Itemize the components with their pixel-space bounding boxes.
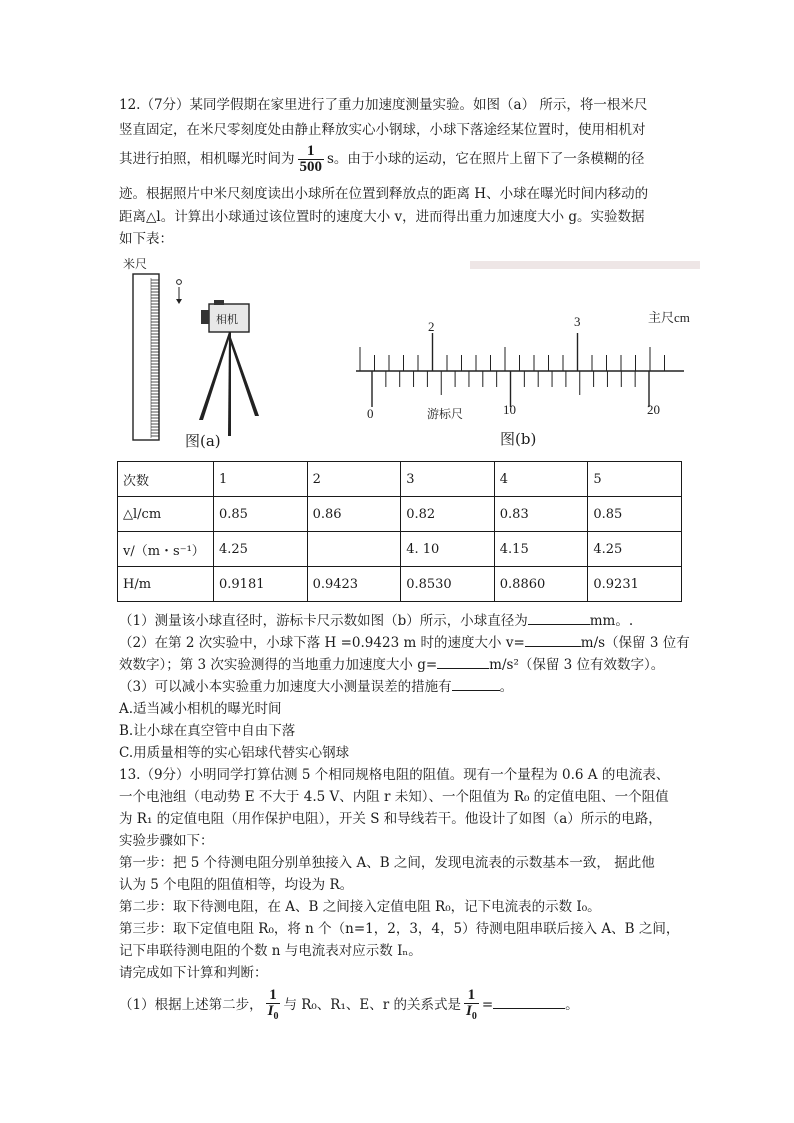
q13-part-1 — [119, 984, 689, 1026]
q13-line-1: 13.（9分）小明同学打算估测 5 个相同规格电阻的阻值。现有一个量程为 0.6 A 的电流表、 — [119, 767, 670, 783]
q12-part-3-text: （3）可以减小本实验重力加速度大小测量误差的措施有 — [119, 679, 452, 695]
table-cell — [307, 532, 401, 567]
table-header-cell: 4 — [494, 462, 588, 497]
fraction-symbol: I — [267, 1002, 274, 1019]
q13-step-1a: 第一步：把 5 个待测电阻分别单独接入 A、B 之间，发现电流表的示数基本一致， 据此他 — [119, 855, 655, 871]
bleed-through-text — [470, 258, 700, 272]
vernier-tick-label-0: 0 — [367, 406, 374, 421]
data-table — [117, 461, 682, 602]
option-a: A.适当减小相机的曝光时间 — [119, 701, 282, 717]
table-row — [118, 497, 682, 532]
table-header-row — [118, 462, 682, 497]
table-cell: 0.85 — [588, 497, 682, 532]
figure-b — [350, 310, 690, 430]
table-row — [118, 532, 682, 567]
q12-line-1: 12.（7分）某同学假期在家里进行了重力加速度测量实验。如图（a） 所示，将一根米尺 — [119, 97, 648, 113]
q12-part-2a-text: （2）在第 2 次实验中，小球下落 H =0.9423 m 时的速度大小 v= — [119, 635, 525, 651]
figure-b-caption: 图(b) — [500, 430, 537, 448]
table-cell: 0.8860 — [494, 567, 588, 602]
table-cell: 4. 10 — [401, 532, 495, 567]
equals-sign: = — [481, 997, 494, 1013]
q13-step-3a: 第三步：取下定值电阻 R₀，将 n 个（n=1，2，3，4，5）待测电阻串联后接入 A、B 之间， — [119, 921, 680, 937]
fraction-subscript: 0 — [273, 1010, 279, 1022]
q12-line-3-pre: 其进行拍照，相机曝光时间为 — [119, 151, 295, 167]
fraction-denominator — [464, 1004, 479, 1024]
q12-part-1-unit: mm。. — [589, 613, 634, 629]
inverse-current-fraction — [266, 988, 281, 1024]
option-b: B.让小球在真空管中自由下落 — [119, 723, 296, 739]
q13-part-1-mid: 与 R₀、R₁、E、r 的关系式是 — [283, 997, 461, 1013]
answer-blank[interactable] — [452, 676, 500, 691]
table-cell: 0.85 — [214, 497, 308, 532]
q12-line-3-post: s。由于小球的运动，它在照片上留下了一条模糊的径 — [327, 151, 645, 167]
vernier-tick-label-10: 10 — [503, 402, 516, 417]
fraction-symbol: I — [465, 1002, 472, 1019]
answer-blank[interactable] — [493, 994, 565, 1009]
fraction-denominator — [266, 1004, 281, 1024]
table-cell: 0.8530 — [401, 567, 495, 602]
table-header-cell: 2 — [307, 462, 401, 497]
table-header-cell: 5 — [588, 462, 682, 497]
vernier-label: 游标尺 — [427, 407, 464, 421]
table-cell: 4.25 — [588, 532, 682, 567]
ruler-label: 米尺 — [123, 257, 148, 271]
inverse-current-fraction — [464, 988, 479, 1024]
q12-line-5: 距离△l。计算出小球通过该位置时的速度大小 v，进而得出重力加速度大小 g。实验数据 — [119, 209, 645, 225]
camera-label: 相机 — [216, 314, 238, 326]
fraction-numerator: 1 — [464, 988, 479, 1004]
q13-line-4: 实验步骤如下： — [119, 833, 214, 849]
q12-line-3 — [119, 141, 689, 177]
table-cell: 0.82 — [401, 497, 495, 532]
q13-step-2: 第二步：取下待测电阻，在 A、B 之间接入定值电阻 R₀，记下电流表的示数 I₀。 — [119, 899, 601, 915]
figure-a-caption: 图(a) — [185, 432, 221, 450]
table-cell: 0.9231 — [588, 567, 682, 602]
fraction-subscript: 0 — [471, 1010, 477, 1022]
q13-step-3b: 记下串联待测电阻的个数 n 与电流表对应示数 Iₙ。 — [119, 943, 422, 959]
q12-part-2a-unit: m/s（保留 3 位有 — [580, 635, 690, 651]
q12-part-1 — [119, 610, 689, 632]
table-cell: △l/cm — [118, 497, 214, 532]
table-cell: 4.25 — [214, 532, 308, 567]
answer-blank[interactable] — [437, 654, 489, 669]
figure-a — [117, 252, 287, 452]
q12-line-2: 竖直固定，在米尺零刻度处由静止释放实心小钢球，小球下落途经某位置时，使用相机对 — [119, 122, 646, 138]
table-cell: 0.9423 — [307, 567, 401, 602]
q12-line-6: 如下表： — [119, 231, 173, 247]
table-header-cell: 3 — [401, 462, 495, 497]
table-row — [118, 567, 682, 602]
main-scale-ticks — [360, 333, 665, 371]
table-cell: 0.83 — [494, 497, 588, 532]
table-cell: 0.9181 — [214, 567, 308, 602]
answer-blank[interactable] — [525, 632, 581, 647]
q12-part-2b-text: 效数字）；第 3 次实验测得的当地重力加速度大小 g= — [119, 657, 438, 673]
exposure-denominator: 500 — [299, 159, 322, 175]
exposure-numerator: 1 — [298, 144, 325, 160]
answer-blank[interactable] — [528, 610, 590, 625]
q12-part-2a — [119, 632, 689, 654]
vernier-tick-label-20: 20 — [647, 402, 660, 417]
q13-part-1-end: 。 — [565, 997, 579, 1013]
main-tick-label-2: 2 — [428, 319, 435, 334]
steel-ball-icon — [177, 280, 182, 285]
q13-ask: 请完成如下计算和判断： — [119, 965, 268, 981]
fall-arrow-icon — [176, 299, 182, 304]
main-scale-label: 主尺cm — [648, 310, 690, 325]
q12-part-3 — [119, 676, 689, 698]
fraction-numerator: 1 — [266, 988, 281, 1004]
main-tick-label-3: 3 — [574, 314, 581, 329]
q13-step-1b: 认为 5 个电阻的阻值相等，均设为 R。 — [119, 877, 354, 893]
q12-line-4: 迹。根据照片中米尺刻度读出小球所在位置到释放点的距离 H、小球在曝光时间内移动的 — [119, 186, 649, 202]
q13-line-2: 一个电池组（电动势 E 不大于 4.5 V、内阻 r 未知）、一个阻值为 R₀ 的定值电阻、一个阻值 — [119, 789, 669, 805]
q12-part-1-text: （1）测量该小球直径时，游标卡尺示数如图（b）所示，小球直径为 — [119, 613, 528, 629]
q13-part-1-text: （1）根据上述第二步， — [119, 997, 263, 1013]
q12-part-2b-unit: m/s²（保留 3 位有效数字）。 — [489, 657, 665, 673]
option-c: C.用质量相等的实心铝球代替实心钢球 — [119, 745, 350, 761]
table-header-cell: 1 — [214, 462, 308, 497]
ruler-ticks — [151, 280, 159, 436]
q12-part-3-end: 。 — [499, 679, 514, 695]
table-cell: v/（m・s⁻¹） — [118, 532, 214, 567]
table-cell: 4.15 — [494, 532, 588, 567]
table-cell: H/m — [118, 567, 214, 602]
table-cell: 0.86 — [307, 497, 401, 532]
table-header-cell: 次数 — [118, 462, 214, 497]
q12-part-2b — [119, 654, 689, 676]
q13-line-3: 为 R₁ 的定值电阻（用作保护电阻），开关 S 和导线若干。他设计了如图（a）所示的电路， — [119, 811, 662, 827]
exposure-fraction — [298, 144, 325, 175]
